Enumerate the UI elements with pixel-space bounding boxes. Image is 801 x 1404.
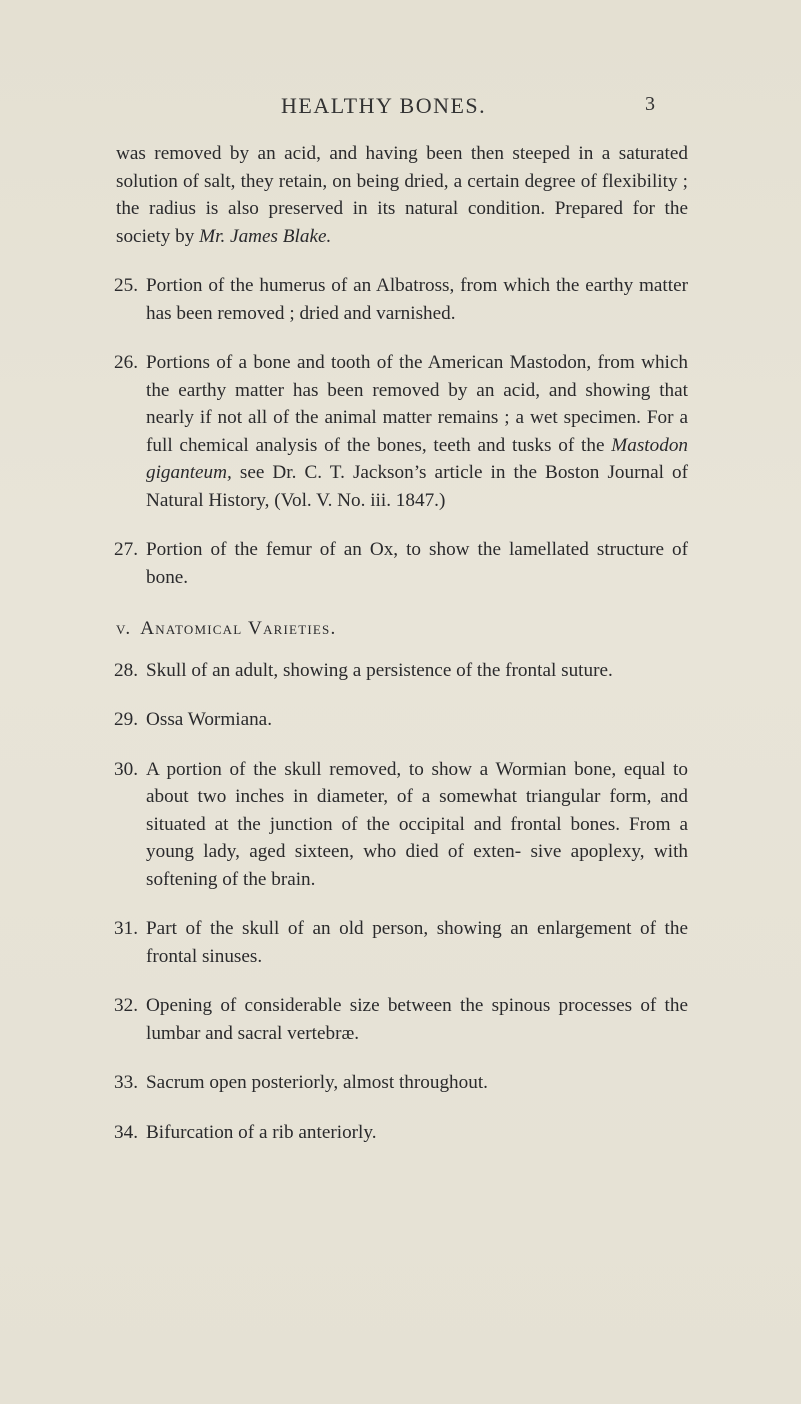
page-body <box>116 140 688 1146</box>
entry-number: 26. <box>114 352 138 373</box>
entry-number: 32. <box>114 995 138 1016</box>
entry-text <box>146 349 688 514</box>
species-name: Mastodon giganteum, <box>146 434 688 483</box>
entry-text: Portion of the humerus of an Albatross, from which the earthy matter has been removed ; dried and varnished. <box>146 275 688 324</box>
entry-number: 33. <box>114 1072 138 1093</box>
entry-text: Skull of an adult, showing a persistence of the frontal suture. <box>146 659 613 681</box>
entry-text: Portion of the femur of an Ox, to show the lamellated structure of bone. <box>146 539 688 588</box>
entry-text: Bifurcation of a rib anteriorly. <box>146 1121 377 1143</box>
entry-32 <box>116 992 688 1047</box>
entry-33 <box>116 1069 688 1097</box>
entry-text: Ossa Wormiana. <box>146 709 272 730</box>
entry-26 <box>116 349 688 514</box>
entry-31 <box>116 915 688 970</box>
entry-text: Part of the skull of an old person, showing an enlargement of the frontal sinuses. <box>146 918 688 967</box>
entry-number: 34. <box>114 1121 138 1143</box>
entry-text-part: see Dr. C. T. Jackson’s article in the Boston Journal of Natural History, (Vol. V. No. iii. 1847.) <box>146 462 688 511</box>
page-number: 3 <box>645 93 655 115</box>
entry-text: Sacrum open posteriorly, almost throughout. <box>146 1072 488 1093</box>
entry-number: 29. <box>114 709 138 730</box>
entry-number: 27. <box>114 539 138 560</box>
running-head <box>0 93 801 123</box>
entry-number: 31. <box>114 918 138 939</box>
entry-text-part: Portions of a bone and tooth of the American Mastodon, from which the earthy matter has been removed by an acid, and showing that nearly if not all of the animal matter remains ; a wet specimen. For a full chemical analysis of the bones, teeth and tusks of the <box>146 352 688 456</box>
entry-28 <box>116 657 688 685</box>
entry-27 <box>116 536 688 591</box>
section-title: Anatomical Varieties. <box>140 618 337 639</box>
preparer-name: Mr. James Blake. <box>199 225 332 247</box>
entry-25 <box>116 272 688 327</box>
section-numeral: v. <box>116 618 131 639</box>
entry-34 <box>116 1119 688 1147</box>
entry-30 <box>116 756 688 894</box>
running-title: HEALTHY BONES. <box>281 93 487 118</box>
entry-text: A portion of the skull removed, to show a Wormian bone, equal to about two inches in diameter, of a somewhat triangular form, and situated at the junction of the occipital and frontal bones. From a young lady, aged sixteen, who died of exten- sive apoplexy, with softening of the brain. <box>146 758 688 890</box>
continued-paragraph <box>116 140 688 250</box>
section-heading <box>116 615 688 643</box>
continued-text: was removed by an acid, and having been then steeped in a saturated solution of salt, they retain, on being dried, a certain degree of flexibility ; the radius is also preserved in its natural condition. Prepared for the society by <box>116 143 688 247</box>
entry-text: Opening of considerable size between the spinous processes of the lumbar and sacral vertebræ. <box>146 995 688 1044</box>
entry-number: 25. <box>114 275 138 296</box>
entry-29 <box>116 706 688 734</box>
entry-number: 28. <box>114 659 138 681</box>
entry-number: 30. <box>114 758 138 780</box>
